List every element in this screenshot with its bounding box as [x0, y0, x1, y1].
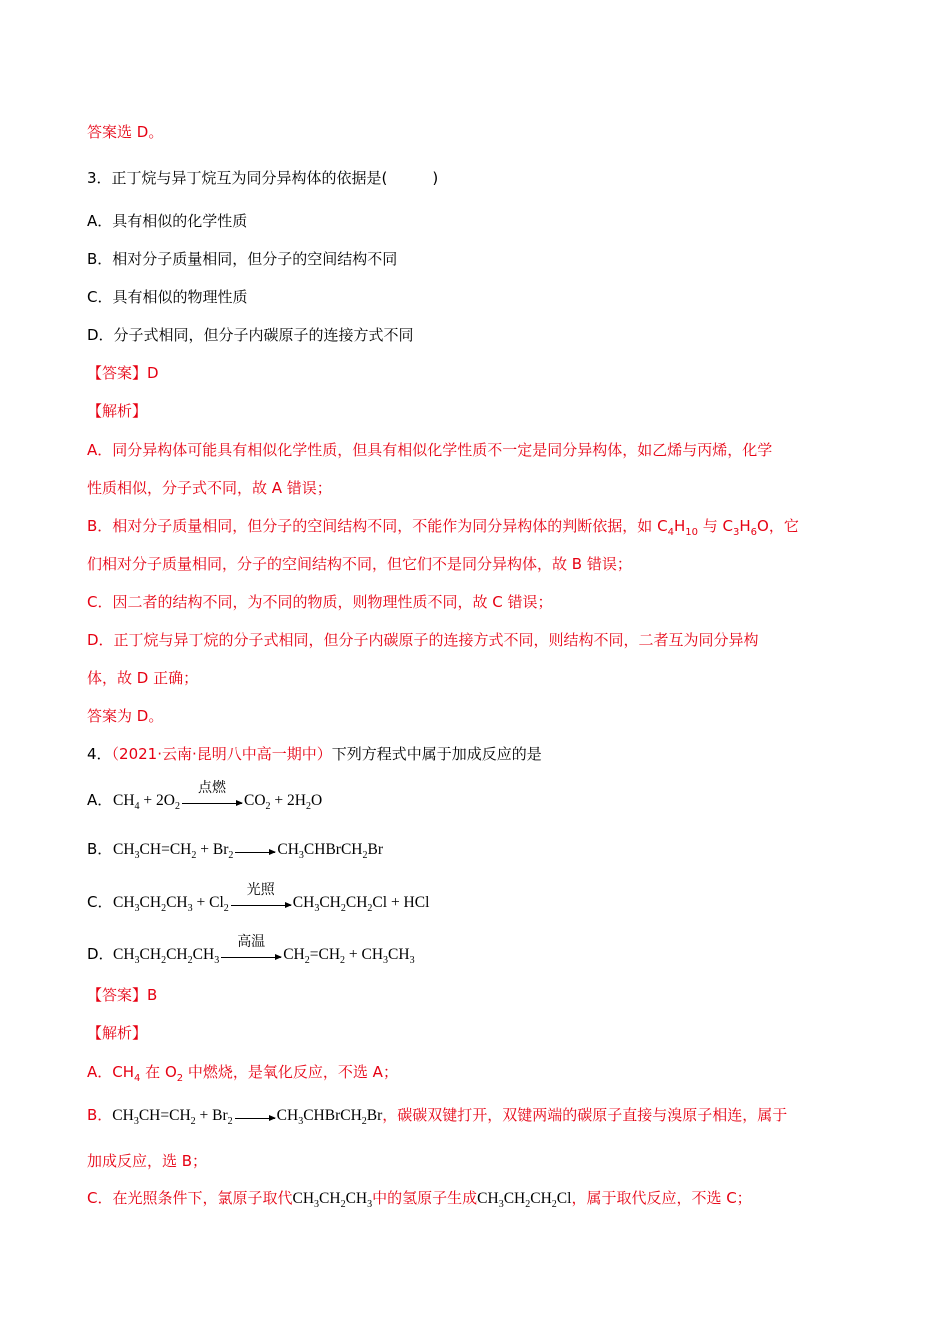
q4-analysis-label: 【解析】 — [87, 1024, 148, 1042]
q3-analysis-b-line1: B．相对分子质量相同，但分子的空间结构不同，不能作为同分异构体的判断依据，如 $C_4H_{10}$ 与 $C_3H_6O$，它 — [87, 517, 799, 538]
q4-analysis-b-line2: 加成反应，选 B； — [87, 1152, 208, 1170]
previous-answer: 答案选 D。 — [87, 123, 164, 141]
q4-option-a: A．$CH_4 + 2O_2$ 点燃 $CO_2 + 2H_2O$ — [87, 789, 322, 812]
q3-option-b: B．相对分子质量相同，但分子的空间结构不同 — [87, 250, 398, 268]
q3-analysis-d-line1: D．正丁烷与异丁烷的分子式相同，但分子内碳原子的连接方式不同，则结构不同，二者互为同分异构 — [87, 631, 759, 649]
question-4-stem: 4．（2021·云南·昆明八中高一期中）下列方程式中属于加成反应的是 — [87, 745, 542, 763]
q3-option-a: A．具有相似的化学性质 — [87, 212, 248, 230]
question-3-stem: 3．正丁烷与异丁烷互为同分异构体的依据是( ) — [87, 169, 439, 187]
q4-option-b: B．$CH_3CH=CH_2 + Br_2$ $CH_3CHBrCH_2Br$ — [87, 840, 383, 861]
q3-analysis-c: C．因二者的结构不同，为不同的物质，则物理性质不同，故 C 错误； — [87, 593, 553, 611]
q3-analysis-a-line1: A．同分异构体可能具有相似化学性质，但具有相似化学性质不一定是同分异构体，如乙烯与丙烯，化学 — [87, 441, 773, 459]
q3-answer: 【答案】D — [87, 364, 159, 382]
q4-option-c: C．$CH_3CH_2CH_3 + Cl_2$ 光照 $CH_3CH_2CH_2Cl$ + HCl — [87, 891, 429, 914]
question-source: （2021·云南·昆明八中高一期中） — [111, 745, 332, 763]
q4-analysis-b-line1: B．$CH_3CH=CH_2 + Br_2$ $CH_3CHBrCH_2Br$，碳碳双键打开，双键两端的碳原子直接与溴原子相连，属于 — [87, 1106, 788, 1127]
q4-analysis-a: A．$CH_4$ 在 $O_2$ 中燃烧，是氧化反应，不选 A； — [87, 1063, 398, 1084]
q4-option-d: D．$CH_3CH_2CH_2CH_3$ 高温 $CH_2=CH_2 + CH_3CH_3$ — [87, 943, 415, 966]
q3-analysis-d-line2: 体，故 D 正确； — [87, 669, 199, 687]
q4-answer: 【答案】B — [87, 986, 158, 1004]
q4-analysis-c: C．在光照条件下，氯原子取代$CH_3CH_2CH_3$中的氢原子生成$CH_3CH_2CH_2Cl$，属于取代反应，不选 C； — [87, 1189, 752, 1210]
q3-analysis-b-line2: 们相对分子质量相同，分子的空间结构不同，但它们不是同分异构体，故 B 错误； — [87, 555, 632, 573]
condition-ignite: 点燃 — [197, 780, 226, 796]
q3-analysis-label: 【解析】 — [87, 402, 148, 420]
condition-high-temp: 高温 — [237, 934, 266, 950]
condition-light: 光照 — [246, 882, 275, 898]
q3-option-c: C．具有相似的物理性质 — [87, 288, 248, 306]
q3-option-d: D．分子式相同，但分子内碳原子的连接方式不同 — [87, 326, 414, 344]
q3-final-answer: 答案为 D。 — [87, 707, 164, 725]
q3-analysis-a-line2: 性质相似，分子式不同，故 A 错误； — [87, 479, 332, 497]
